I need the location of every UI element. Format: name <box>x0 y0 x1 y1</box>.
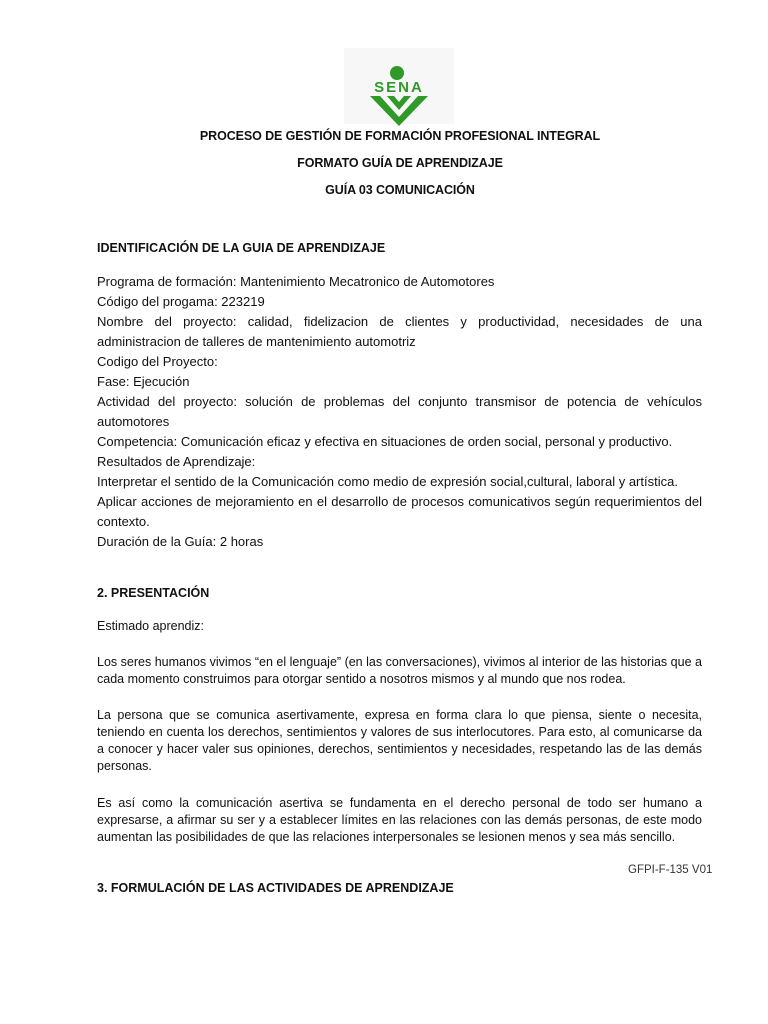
competence-line: Competencia: Comunicación eficaz y efectiva en situaciones de orden social, personal y productivo. <box>97 434 673 449</box>
presentation-heading: 2. PRESENTACIÓN <box>97 586 210 600</box>
program-code-line: Código del progama: 223219 <box>97 294 265 309</box>
form-code: GFPI-F-135 V01 <box>628 864 713 876</box>
presentation-paragraph <box>97 795 702 846</box>
program-line: Programa de formación: Mantenimiento Mecatronico de Automotores <box>97 274 495 289</box>
presentation-paragraph <box>97 707 702 775</box>
project-name-line: Nombre del proyecto: calidad, fidelizacion de clientes y productividad, necesidades de una administracion de talleres de mantenimiento automotriz <box>97 314 702 349</box>
learning-result-2: Aplicar acciones de mejoramiento en el desarrollo de procesos comunicativos según requerimientos del contexto. <box>97 494 702 529</box>
paragraph-text: La persona que se comunica asertivamente, expresa en forma clara lo que piensa, siente o necesita, teniendo en cuenta los derechos, sentimientos y valores de sus interlocutores. Para esto, al comunicarse da a conocer y hacer valer sus opiniones, derechos, sentimientos y necesidades, respetando las de las demás personas. <box>97 708 702 773</box>
paragraph-text: Es así como la comunicación asertiva se fundamenta en el derecho personal de todo ser humano a expresarse, a afirmar su ser y a establecer límites en las relaciones con las demás personas, de este modo aumentan las posibilidades de que las relaciones interpersonales se lesionen menos y sea más sencillo. <box>97 796 702 844</box>
paragraph-text: Los seres humanos vivimos “en el lenguaje” (en las conversaciones), vivimos al interior de las historias que a cada momento construimos para otorgar sentido a nosotros mismos y al mundo que nos rodea. <box>97 655 702 686</box>
project-activity-line: Actividad del proyecto: solución de problemas del conjunto transmisor de potencia de vehículos automotores <box>97 394 702 429</box>
svg-text:SENA: SENA <box>374 79 424 96</box>
formulation-heading: 3. FORMULACIÓN DE LAS ACTIVIDADES DE APRENDIZAJE <box>97 881 454 895</box>
learning-results-label: Resultados de Aprendizaje: <box>97 454 256 469</box>
header-guide-title: GUÍA 03 COMUNICACIÓN <box>325 183 475 197</box>
presentation-paragraph <box>97 654 702 688</box>
duration-line: Duración de la Guía: 2 horas <box>97 534 264 549</box>
sena-logo <box>364 62 434 126</box>
header-process-title: PROCESO DE GESTIÓN DE FORMACIÓN PROFESIONAL INTEGRAL <box>199 129 601 143</box>
learning-result-1: Interpretar el sentido de la Comunicación como medio de expresión social,cultural, laboral y artística. <box>97 474 678 489</box>
greeting <box>97 618 702 635</box>
identification-heading: IDENTIFICACIÓN DE LA GUIA DE APRENDIZAJE <box>97 241 386 255</box>
project-code-line: Codigo del Proyecto: <box>97 354 218 369</box>
header-format-title: FORMATO GUÍA DE APRENDIZAJE <box>297 156 503 170</box>
phase-line: Fase: Ejecución <box>97 374 190 389</box>
identification-block <box>97 272 702 552</box>
greeting-text: Estimado aprendiz: <box>97 619 205 633</box>
